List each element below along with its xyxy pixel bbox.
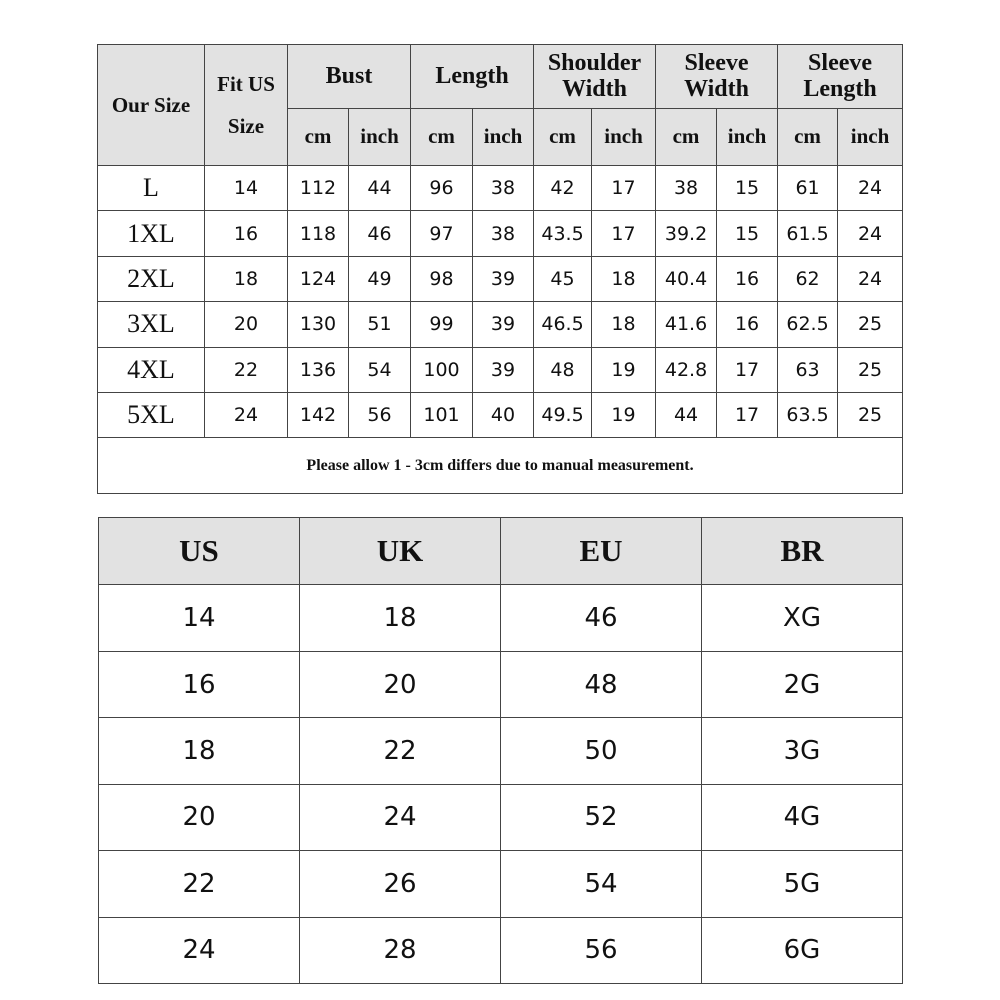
bust-inch-cell: 54	[349, 347, 411, 392]
eu-cell: 46	[501, 585, 702, 651]
table-row	[99, 917, 903, 983]
uk-cell: 20	[300, 651, 501, 717]
shoulder-cm-cell: 48	[534, 347, 592, 392]
length-inch-cell: 39	[473, 256, 534, 301]
shoulder-cm-cell: 46.5	[534, 302, 592, 347]
br-cell: XG	[702, 585, 903, 651]
size-chart-header-row	[98, 45, 903, 109]
uk-header: UK	[300, 518, 501, 585]
sleeve-width-cm-cell: 39.2	[656, 211, 717, 256]
eu-header: EU	[501, 518, 702, 585]
length-cm-cell: 100	[411, 347, 473, 392]
sleeve-width-cm-cell: 38	[656, 166, 717, 211]
fit-us-header-line1: Fit US	[217, 72, 275, 97]
bust-inch-cell: 46	[349, 211, 411, 256]
sleeve-length-header: Sleeve Length	[778, 45, 903, 109]
sleeve-width-inch-cell: 17	[717, 393, 778, 438]
us-size-cell: 18	[205, 256, 288, 301]
table-row	[98, 393, 903, 438]
bust-inch-cell: 49	[349, 256, 411, 301]
sleeve-width-inch-cell: 15	[717, 166, 778, 211]
shoulder-cm-cell: 45	[534, 256, 592, 301]
unit-inch-header: inch	[592, 108, 656, 166]
shoulder-inch-cell: 18	[592, 302, 656, 347]
shoulder-cm-cell: 42	[534, 166, 592, 211]
sleeve-length-cm-cell: 61	[778, 166, 838, 211]
note-row	[98, 438, 903, 494]
us-cell: 24	[99, 917, 300, 983]
bust-inch-cell: 56	[349, 393, 411, 438]
length-header: Length	[411, 45, 534, 109]
length-inch-cell: 38	[473, 211, 534, 256]
br-cell: 3G	[702, 718, 903, 784]
eu-cell: 50	[501, 718, 702, 784]
shoulder-inch-cell: 19	[592, 393, 656, 438]
fit-us-size-header	[205, 45, 288, 166]
table-row	[98, 166, 903, 211]
eu-cell: 56	[501, 917, 702, 983]
unit-cm-header: cm	[656, 108, 717, 166]
size-cell: 5XL	[98, 393, 205, 438]
shoulder-inch-cell: 18	[592, 256, 656, 301]
eu-cell: 54	[501, 851, 702, 917]
us-size-cell: 20	[205, 302, 288, 347]
table-row	[98, 302, 903, 347]
sleeve-length-cm-cell: 63.5	[778, 393, 838, 438]
table-row	[98, 211, 903, 256]
br-cell: 2G	[702, 651, 903, 717]
uk-cell: 18	[300, 585, 501, 651]
sleeve-width-inch-cell: 16	[717, 302, 778, 347]
length-inch-cell: 39	[473, 347, 534, 392]
br-cell: 4G	[702, 784, 903, 850]
table-row	[99, 585, 903, 651]
us-size-cell: 16	[205, 211, 288, 256]
unit-inch-header: inch	[349, 108, 411, 166]
shoulder-inch-cell: 17	[592, 211, 656, 256]
eu-cell: 52	[501, 784, 702, 850]
our-size-header	[98, 45, 205, 166]
sleeve-width-inch-cell: 17	[717, 347, 778, 392]
unit-inch-header: inch	[838, 108, 903, 166]
unit-cm-header: cm	[534, 108, 592, 166]
br-cell: 6G	[702, 917, 903, 983]
sleeve-length-inch-cell: 24	[838, 256, 903, 301]
sleeve-width-cm-cell: 44	[656, 393, 717, 438]
us-cell: 14	[99, 585, 300, 651]
us-cell: 16	[99, 651, 300, 717]
bust-cm-cell: 130	[288, 302, 349, 347]
bust-cm-cell: 112	[288, 166, 349, 211]
table-row	[99, 851, 903, 917]
length-inch-cell: 38	[473, 166, 534, 211]
us-size-cell: 24	[205, 393, 288, 438]
sleeve-width-inch-cell: 15	[717, 211, 778, 256]
size-cell: 2XL	[98, 256, 205, 301]
unit-cm-header: cm	[778, 108, 838, 166]
sleeve-length-cm-cell: 63	[778, 347, 838, 392]
us-size-cell: 14	[205, 166, 288, 211]
uk-cell: 22	[300, 718, 501, 784]
bust-cm-cell: 118	[288, 211, 349, 256]
shoulder-inch-cell: 17	[592, 166, 656, 211]
sleeve-length-inch-cell: 25	[838, 393, 903, 438]
length-inch-cell: 39	[473, 302, 534, 347]
table-row	[98, 256, 903, 301]
us-cell: 22	[99, 851, 300, 917]
sleeve-length-inch-cell: 24	[838, 211, 903, 256]
eu-cell: 48	[501, 651, 702, 717]
us-cell: 20	[99, 784, 300, 850]
bust-cm-cell: 136	[288, 347, 349, 392]
sleeve-length-cm-cell: 62	[778, 256, 838, 301]
table-row	[99, 651, 903, 717]
sleeve-length-inch-cell: 24	[838, 166, 903, 211]
size-conversion-table	[98, 517, 903, 984]
shoulder-inch-cell: 19	[592, 347, 656, 392]
unit-inch-header: inch	[473, 108, 534, 166]
bust-inch-cell: 44	[349, 166, 411, 211]
length-cm-cell: 97	[411, 211, 473, 256]
br-cell: 5G	[702, 851, 903, 917]
table-row	[99, 784, 903, 850]
conversion-header-row	[99, 518, 903, 585]
sleeve-width-header: Sleeve Width	[656, 45, 778, 109]
bust-header: Bust	[288, 45, 411, 109]
us-cell: 18	[99, 718, 300, 784]
length-inch-cell: 40	[473, 393, 534, 438]
length-cm-cell: 98	[411, 256, 473, 301]
size-cell: 4XL	[98, 347, 205, 392]
sleeve-length-cm-cell: 62.5	[778, 302, 838, 347]
sleeve-width-cm-cell: 42.8	[656, 347, 717, 392]
bust-inch-cell: 51	[349, 302, 411, 347]
size-cell: 1XL	[98, 211, 205, 256]
unit-inch-header: inch	[717, 108, 778, 166]
sleeve-width-inch-cell: 16	[717, 256, 778, 301]
length-cm-cell: 96	[411, 166, 473, 211]
table-row	[98, 347, 903, 392]
size-chart-table	[97, 44, 903, 494]
bust-cm-cell: 124	[288, 256, 349, 301]
length-cm-cell: 99	[411, 302, 473, 347]
uk-cell: 26	[300, 851, 501, 917]
our-size-header-label: Our Size	[111, 93, 191, 118]
measurement-note: Please allow 1 - 3cm differs due to manual measurement.	[98, 438, 903, 494]
shoulder-cm-cell: 43.5	[534, 211, 592, 256]
size-cell: 3XL	[98, 302, 205, 347]
sleeve-width-cm-cell: 40.4	[656, 256, 717, 301]
length-cm-cell: 101	[411, 393, 473, 438]
table-row	[99, 718, 903, 784]
size-cell: L	[98, 166, 205, 211]
shoulder-width-header: Shoulder Width	[534, 45, 656, 109]
sleeve-length-inch-cell: 25	[838, 302, 903, 347]
unit-cm-header: cm	[411, 108, 473, 166]
shoulder-cm-cell: 49.5	[534, 393, 592, 438]
uk-cell: 28	[300, 917, 501, 983]
us-header: US	[99, 518, 300, 585]
unit-cm-header: cm	[288, 108, 349, 166]
fit-us-header-line2: Size	[227, 114, 265, 139]
bust-cm-cell: 142	[288, 393, 349, 438]
us-size-cell: 22	[205, 347, 288, 392]
uk-cell: 24	[300, 784, 501, 850]
sleeve-length-inch-cell: 25	[838, 347, 903, 392]
sleeve-width-cm-cell: 41.6	[656, 302, 717, 347]
sleeve-length-cm-cell: 61.5	[778, 211, 838, 256]
br-header: BR	[702, 518, 903, 585]
